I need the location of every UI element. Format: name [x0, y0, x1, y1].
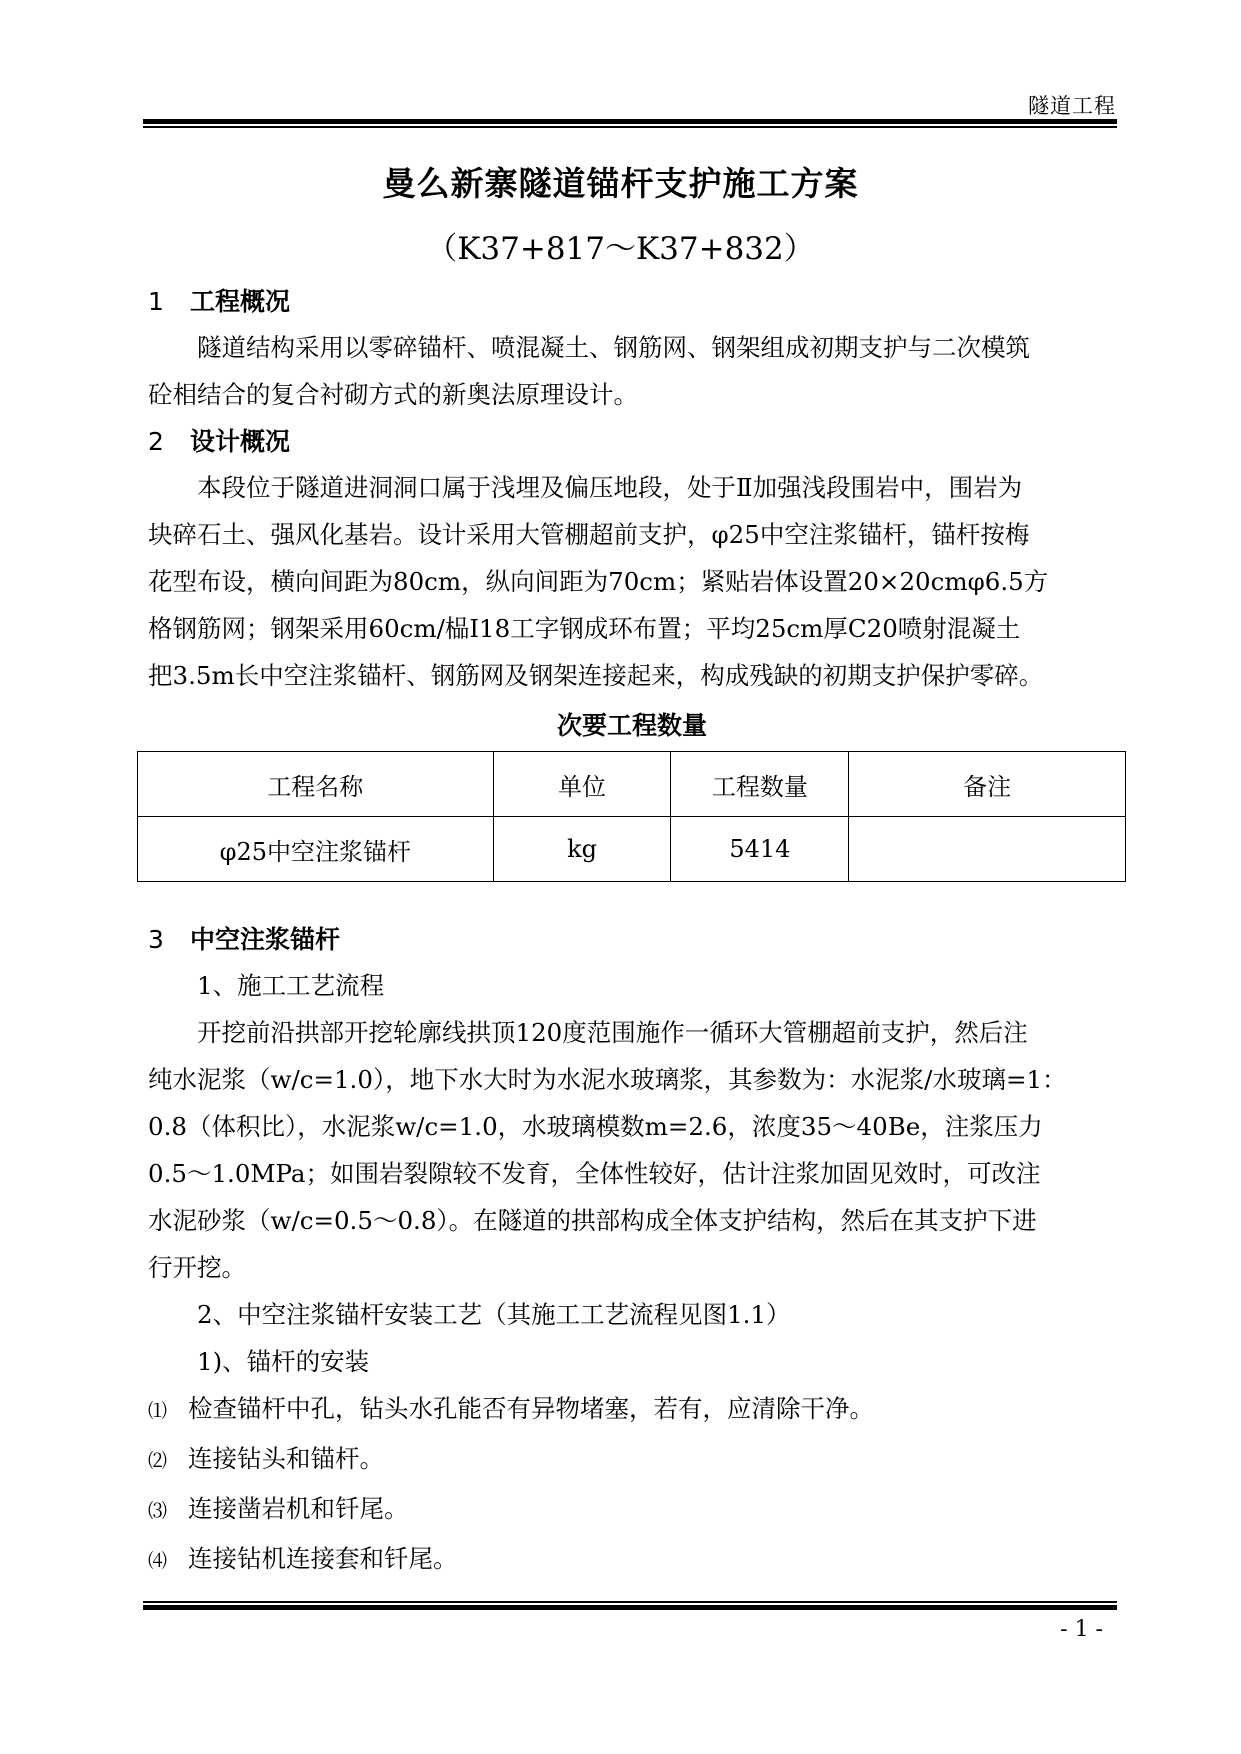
document-title: 曼么新寨隧道锚杆支护施工方案 — [382, 164, 859, 203]
section-number: 3 — [148, 925, 164, 954]
sub-step-heading: 1)、锚杆的安装 — [197, 1347, 370, 1376]
paragraph-line: 花型布设，横向间距为80cm，纵向间距为70cm；紧贴岩体设置20×20cmφ6.5方 — [148, 567, 1049, 596]
header-rule — [143, 119, 1117, 128]
section-number: 2 — [148, 427, 164, 456]
quantity-table — [137, 751, 1126, 882]
paragraph-line: 0.8（体积比），水泥浆w/c=1.0，水玻璃模数m=2.6，浓度35～40Be，注浆压力 — [148, 1112, 1043, 1141]
table-cell: 5414 — [671, 817, 849, 882]
table-cell: kg — [493, 817, 671, 882]
document-body — [148, 280, 1116, 1585]
list-item-text: 连接凿岩机和钎尾。 — [188, 1494, 409, 1523]
section-title: 中空注浆锚杆 — [190, 925, 341, 954]
table-header-row — [138, 752, 1126, 817]
table-header-cell: 工程名称 — [138, 752, 494, 817]
table-header-cell: 单位 — [493, 752, 671, 817]
list-marker: ⑵ — [148, 1450, 168, 1472]
paragraph-line: 块碎石土、强风化基岩。设计采用大管棚超前支护，φ25中空注浆锚杆，锚杆按梅 — [148, 520, 1030, 549]
paragraph-line: 隧道结构采用以零碎锚杆、喷混凝土、钢筋网、钢架组成初期支护与二次模筑 — [197, 333, 1030, 362]
paragraph-line: 把3.5m长中空注浆锚杆、钢筋网及钢架连接起来，构成残缺的初期支护保护零碎。 — [148, 661, 1044, 690]
document-subtitle: （K37+817～K37+832） — [426, 231, 815, 267]
footer-rule — [143, 1601, 1117, 1610]
paragraph-line: 本段位于隧道进洞洞口属于浅埋及偏压地段，处于Ⅱ加强浅段围岩中，围岩为 — [197, 473, 1023, 502]
section-heading-1 — [148, 280, 1116, 324]
table-row — [138, 817, 1126, 882]
section-heading-3 — [148, 918, 1116, 962]
table-header-cell: 备注 — [849, 752, 1126, 817]
list-item-text: 连接钻头和锚杆。 — [188, 1444, 384, 1473]
section-heading-2 — [148, 420, 1116, 464]
paragraph-line: 0.5～1.0MPa；如围岩裂隙较不发育，全体性较好，估计注浆加固见效时，可改注 — [148, 1159, 1041, 1188]
list-marker: ⑶ — [148, 1500, 168, 1522]
table-caption: 次要工程数量 — [556, 711, 707, 740]
list-item — [148, 1435, 1116, 1485]
page-number: - 1 - — [1060, 1617, 1103, 1642]
table-cell: φ25中空注浆锚杆 — [138, 817, 494, 882]
list-marker: ⑷ — [148, 1550, 168, 1572]
paragraph-line: 开挖前沿拱部开挖轮廓线拱顶120度范围施作一循环大管棚超前支护，然后注 — [197, 1018, 1028, 1047]
list-item-text: 连接钻机连接套和钎尾。 — [188, 1544, 458, 1573]
paragraph-line: 砼相结合的复合衬砌方式的新奥法原理设计。 — [148, 380, 638, 409]
paragraph-line: 水泥砂浆（w/c=0.5～0.8）。在隧道的拱部构成全体支护结构，然后在其支护下进 — [148, 1206, 1037, 1235]
running-header: 隧道工程 — [1028, 94, 1116, 118]
step-heading: 1、施工工艺流程 — [197, 971, 385, 1000]
section-title: 设计概况 — [190, 427, 291, 456]
paragraph-line: 格钢筋网；钢架采用60cm/榀Ⅰ18工字钢成环布置；平均25cm厚C20喷射混凝土 — [148, 614, 1021, 643]
list-item — [148, 1535, 1116, 1585]
list-item — [148, 1385, 1116, 1435]
list-item-text: 检查锚杆中孔，钻头水孔能否有异物堵塞，若有，应清除干净。 — [188, 1394, 874, 1423]
list-item — [148, 1485, 1116, 1535]
section-number: 1 — [148, 287, 164, 316]
paragraph-line: 纯水泥浆（w/c=1.0），地下水大时为水泥水玻璃浆，其参数为：水泥浆/水玻璃=1： — [148, 1065, 1067, 1094]
list-marker: ⑴ — [148, 1400, 168, 1422]
table-header-cell: 工程数量 — [671, 752, 849, 817]
step-heading: 2、中空注浆锚杆安装工艺（其施工工艺流程见图1.1） — [197, 1300, 791, 1329]
table-cell — [849, 817, 1126, 882]
paragraph-line: 行开挖。 — [148, 1253, 246, 1282]
section-title: 工程概况 — [190, 287, 291, 316]
